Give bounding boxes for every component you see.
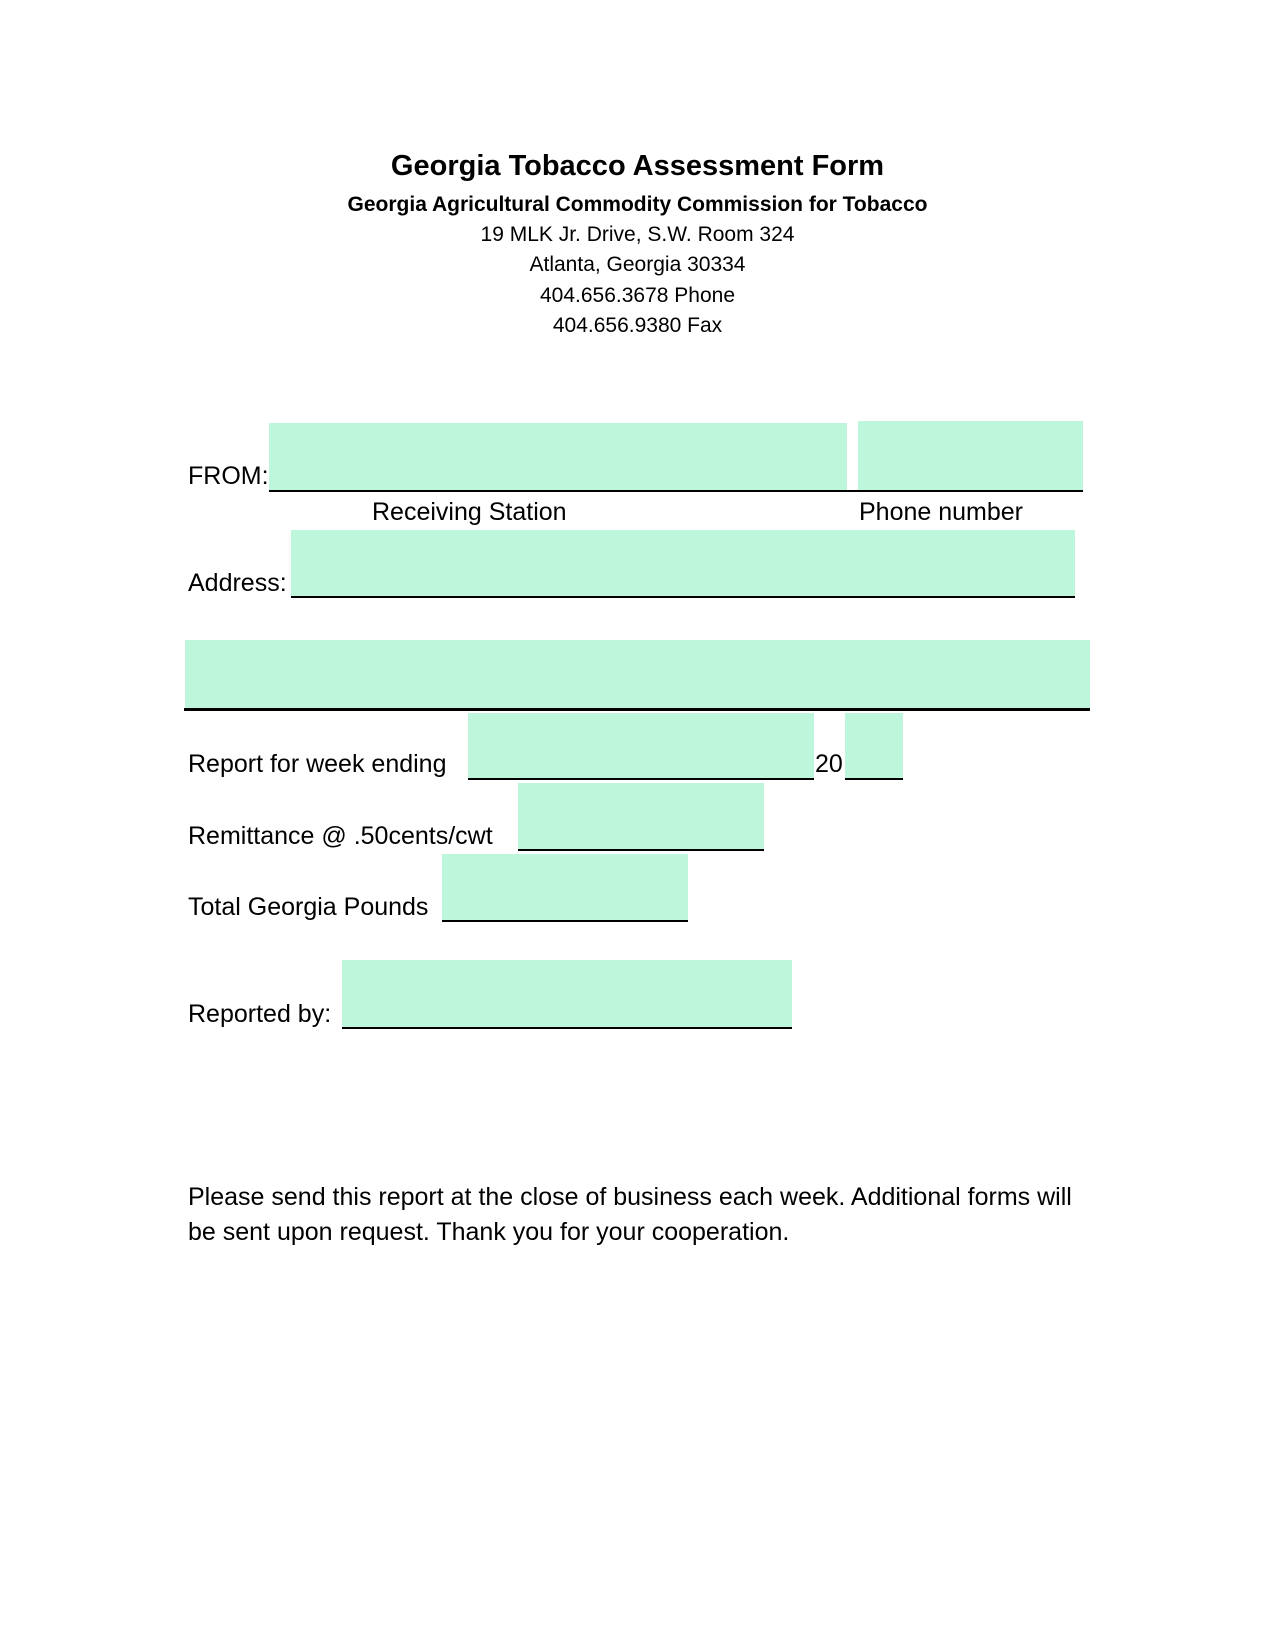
receiving-station-field[interactable]	[269, 423, 847, 491]
address-line2-underline	[184, 708, 1090, 711]
phone-number-caption: Phone number	[859, 498, 1024, 526]
from-underline	[269, 490, 1083, 492]
reported-by-underline	[342, 1027, 792, 1029]
remittance-label: Remittance @ .50cents/cwt	[188, 822, 493, 850]
total-pounds-label: Total Georgia Pounds	[188, 893, 429, 921]
total-pounds-underline	[442, 920, 688, 922]
year-underline	[845, 778, 903, 780]
total-pounds-field[interactable]	[442, 854, 688, 921]
city-state-zip: Atlanta, Georgia 30334	[529, 253, 746, 276]
year-field[interactable]	[845, 713, 903, 779]
instructions-note: Please send this report at the close of business each week. Additional forms will be sent upon request. Thank you for your cooperation.	[188, 1183, 1072, 1246]
address-label: Address:	[188, 569, 287, 597]
form-title: Georgia Tobacco Assessment Form	[390, 150, 885, 182]
receiving-station-caption: Receiving Station	[372, 498, 567, 526]
address-field[interactable]	[291, 530, 1075, 597]
from-label: FROM:	[188, 462, 269, 490]
address-underline	[291, 596, 1075, 598]
week-ending-underline	[468, 778, 814, 780]
commission-name: Georgia Agricultural Commodity Commission for Tobacco	[347, 193, 928, 216]
reported-by-field[interactable]	[342, 960, 792, 1028]
address-line2-field[interactable]	[185, 640, 1090, 708]
year-prefix: 20	[815, 750, 843, 778]
street-address: 19 MLK Jr. Drive, S.W. Room 324	[480, 223, 795, 246]
fax-number-text: 404.656.9380 Fax	[552, 314, 723, 337]
remittance-field[interactable]	[518, 783, 764, 850]
remittance-underline	[518, 849, 764, 851]
phone-number-field[interactable]	[858, 421, 1083, 491]
week-ending-field[interactable]	[468, 713, 814, 779]
phone-number-text: 404.656.3678 Phone	[539, 284, 736, 307]
reported-by-label: Reported by:	[188, 1000, 332, 1028]
week-ending-label: Report for week ending	[188, 750, 447, 778]
